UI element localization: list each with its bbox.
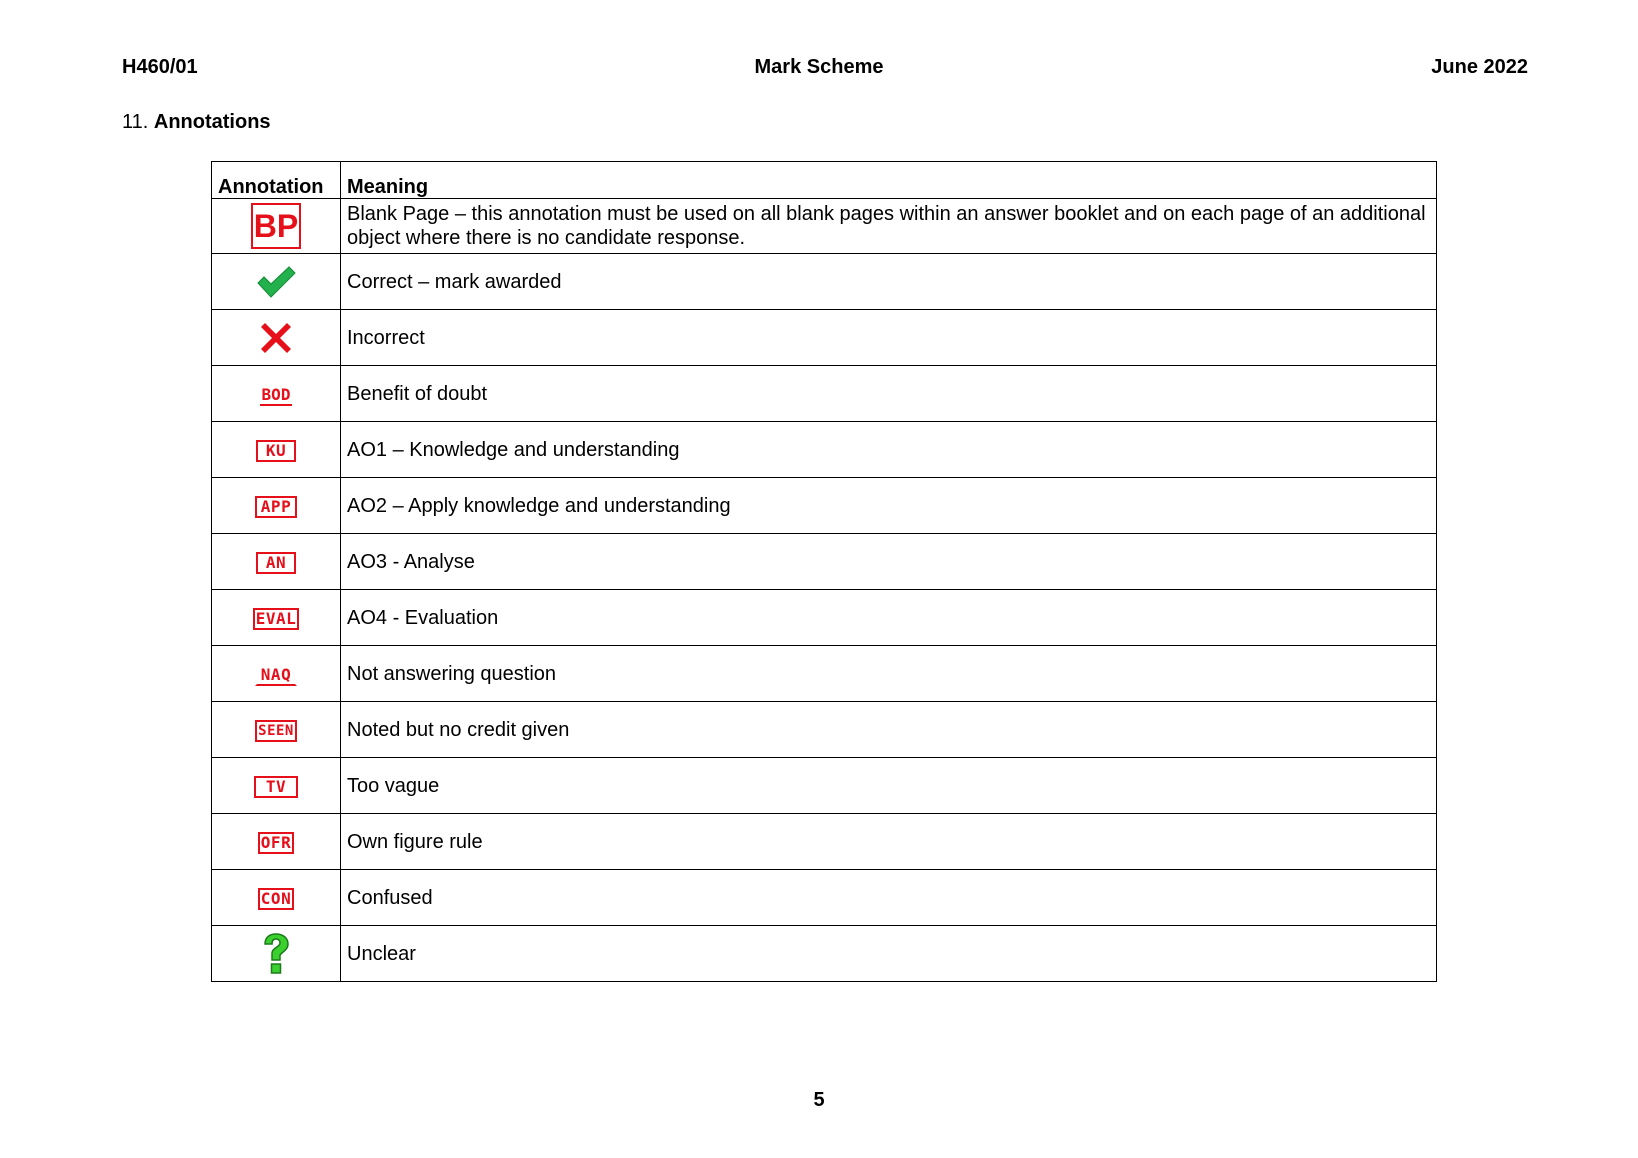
table-row bbox=[212, 758, 1437, 814]
table-row bbox=[212, 534, 1437, 590]
section-number: 11. bbox=[122, 111, 149, 133]
meaning-cell: AO4 - Evaluation bbox=[341, 590, 1437, 646]
naq-icon: NAQ bbox=[255, 664, 297, 686]
table-header-row bbox=[212, 162, 1437, 199]
section-title: Annotations bbox=[153, 111, 271, 133]
bp-icon: BP bbox=[251, 203, 301, 249]
meaning-cell: AO3 - Analyse bbox=[341, 534, 1437, 590]
table-row bbox=[212, 870, 1437, 926]
table-row bbox=[212, 646, 1437, 702]
annotations-table bbox=[211, 161, 1437, 982]
table-row bbox=[212, 310, 1437, 366]
tv-icon: TV bbox=[254, 776, 298, 798]
annotation-cell bbox=[212, 366, 341, 422]
an-icon: AN bbox=[256, 552, 296, 574]
meaning-cell: Unclear bbox=[341, 926, 1437, 982]
meaning-cell: AO2 – Apply knowledge and understanding bbox=[341, 478, 1437, 534]
annotation-cell bbox=[212, 534, 341, 590]
document-code: H460/01 bbox=[122, 56, 198, 78]
annotation-cell bbox=[212, 478, 341, 534]
meaning-cell: Incorrect bbox=[341, 310, 1437, 366]
section-heading bbox=[122, 111, 271, 134]
meaning-cell: Correct – mark awarded bbox=[341, 254, 1437, 310]
meaning-cell: Noted but no credit given bbox=[341, 702, 1437, 758]
ofr-icon: OFR bbox=[258, 832, 294, 854]
meaning-cell: AO1 – Knowledge and understanding bbox=[341, 422, 1437, 478]
question-icon bbox=[261, 933, 291, 975]
meaning-cell: Confused bbox=[341, 870, 1437, 926]
table-row bbox=[212, 702, 1437, 758]
annotation-cell bbox=[212, 814, 341, 870]
annotation-cell bbox=[212, 646, 341, 702]
table-row bbox=[212, 478, 1437, 534]
ku-icon: KU bbox=[256, 440, 296, 462]
app-icon: APP bbox=[255, 496, 297, 518]
con-icon: CON bbox=[258, 888, 294, 910]
annotation-cell bbox=[212, 254, 341, 310]
meaning-cell: Not answering question bbox=[341, 646, 1437, 702]
table-row bbox=[212, 199, 1437, 254]
annotation-cell bbox=[212, 926, 341, 982]
table-row bbox=[212, 926, 1437, 982]
column-header-meaning: Meaning bbox=[341, 162, 1437, 199]
seen-icon: SEEN bbox=[255, 720, 297, 742]
annotation-cell bbox=[212, 870, 341, 926]
tick-icon bbox=[256, 265, 296, 299]
annotation-cell bbox=[212, 199, 341, 254]
document-title: Mark Scheme bbox=[754, 56, 884, 78]
annotation-cell bbox=[212, 422, 341, 478]
table-row bbox=[212, 814, 1437, 870]
eval-icon: EVAL bbox=[253, 608, 300, 630]
table-row bbox=[212, 590, 1437, 646]
table-row bbox=[212, 422, 1437, 478]
annotation-cell bbox=[212, 702, 341, 758]
column-header-annotation: Annotation bbox=[212, 162, 341, 199]
table-row bbox=[212, 366, 1437, 422]
meaning-cell: Benefit of doubt bbox=[341, 366, 1437, 422]
bod-icon: BOD bbox=[261, 384, 291, 404]
cross-icon bbox=[261, 323, 291, 353]
annotation-cell bbox=[212, 310, 341, 366]
annotation-cell bbox=[212, 590, 341, 646]
page-number: 5 bbox=[813, 1089, 825, 1111]
meaning-cell: Blank Page – this annotation must be used on all blank pages within an answer booklet and on each page of an additional object where there is no candidate response. bbox=[341, 199, 1437, 254]
table-row bbox=[212, 254, 1437, 310]
document-date: June 2022 bbox=[1431, 56, 1528, 78]
meaning-cell: Too vague bbox=[341, 758, 1437, 814]
meaning-cell: Own figure rule bbox=[341, 814, 1437, 870]
annotation-cell bbox=[212, 758, 341, 814]
